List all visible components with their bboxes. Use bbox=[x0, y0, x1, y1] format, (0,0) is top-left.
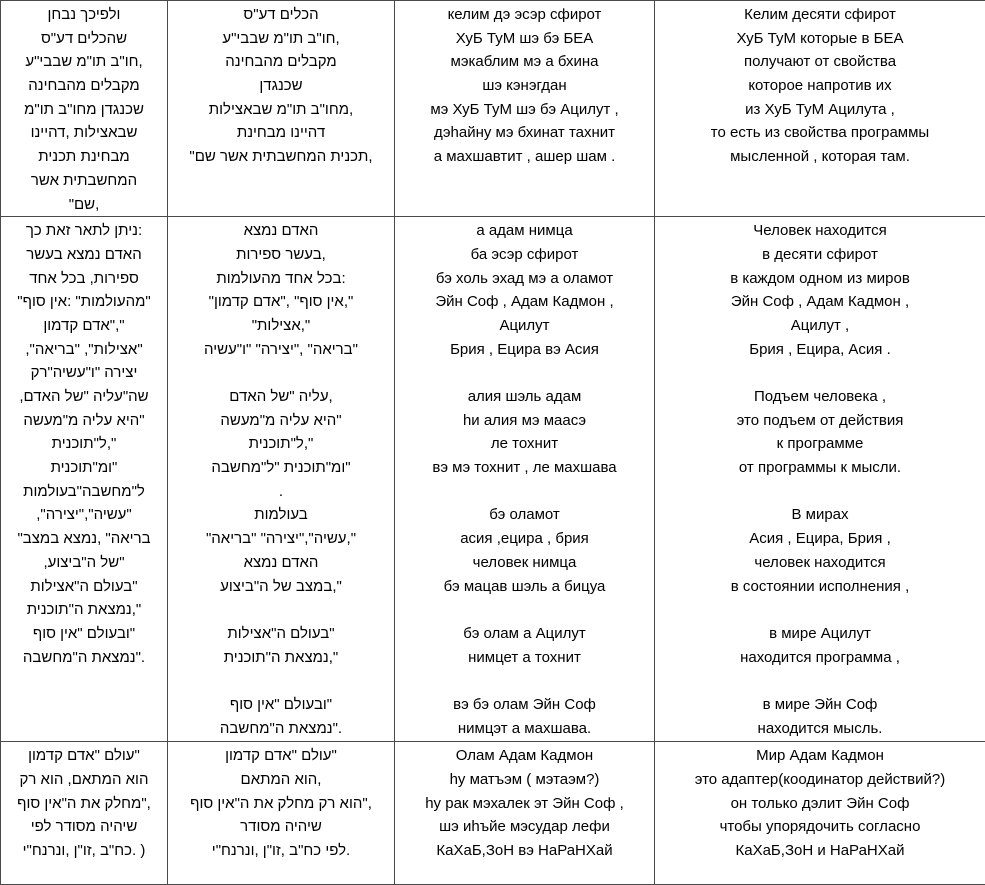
transliteration-cell bbox=[395, 1, 655, 217]
text-line: находится мысль. bbox=[658, 717, 982, 741]
text-line: ,חו"ב תו"מ שבבי"ע bbox=[4, 50, 164, 74]
text-line bbox=[658, 480, 982, 504]
text-line: "ובעולם "אין סוף bbox=[4, 622, 164, 646]
text-line: ,"מחלק את ה"אין סוף bbox=[4, 792, 164, 816]
hebrew-cell-a bbox=[1, 1, 168, 217]
text-line bbox=[658, 598, 982, 622]
text-line: ",עשיה","יצירה" "בריאה" bbox=[171, 527, 391, 551]
text-line: "עולם "אדם קדמון bbox=[4, 744, 164, 768]
text-line: ",ל"תוכנית bbox=[171, 432, 391, 456]
text-line: ,"הוא רק מחלק את ה"אין סוף bbox=[171, 792, 391, 816]
text-line: мэкаблим мэ а бхина bbox=[398, 50, 651, 74]
text-line: в десяти сфирот bbox=[658, 243, 982, 267]
text-line: ",נמצאת ה"תוכנית bbox=[4, 598, 164, 622]
text-line: ","אדם קדמון bbox=[4, 314, 164, 338]
text-line: האדם נמצא bbox=[171, 551, 391, 575]
text-line: а адам нимца bbox=[398, 219, 651, 243]
text-line: Олам Адам Кадмон bbox=[398, 744, 651, 768]
text-line: шэ кэнэгдан bbox=[398, 74, 651, 98]
text-line: hи алия мэ маасэ bbox=[398, 409, 651, 433]
text-line: асия ,ецира , брия bbox=[398, 527, 651, 551]
text-line: ",ל"תוכנית bbox=[4, 432, 164, 456]
hebrew-cell-b bbox=[168, 1, 395, 217]
text-line: то есть из свойства программы bbox=[658, 121, 982, 145]
text-line: шэ иhъйе мэсудар лефи bbox=[398, 815, 651, 839]
text-line: ,בעשר ספירות bbox=[171, 243, 391, 267]
text-line: ба эсэр сфирот bbox=[398, 243, 651, 267]
text-line bbox=[398, 598, 651, 622]
text-line: .לפי כח"ב ,זו"ן ,ונרנח"י bbox=[171, 839, 391, 863]
text-line: Эйн Соф , Адам Кадмон , bbox=[658, 290, 982, 314]
text-line: "מהעולמות" :אין סוף" bbox=[4, 290, 164, 314]
text-line: келим дэ эсэр сфирот bbox=[398, 3, 651, 27]
russian-cell bbox=[655, 742, 985, 885]
text-line: бэ холь эхад мэ а оламот bbox=[398, 267, 651, 291]
text-line: мысленной , которая там. bbox=[658, 145, 982, 169]
text-line: бэ олам а Ацилут bbox=[398, 622, 651, 646]
text-line: "עשיה","יצירה", bbox=[4, 503, 164, 527]
text-line: бэ мацав шэль а бицуа bbox=[398, 575, 651, 599]
text-line: "בעולם ה"אצילות bbox=[171, 622, 391, 646]
text-line: מקבלים מהבחינה bbox=[4, 74, 164, 98]
transliteration-cell bbox=[395, 742, 655, 885]
text-line bbox=[658, 361, 982, 385]
text-line: которое напротив их bbox=[658, 74, 982, 98]
table-row bbox=[1, 742, 985, 885]
text-line bbox=[658, 669, 982, 693]
text-line: ספירות, בכל אחד bbox=[4, 267, 164, 291]
text-line: в состоянии исполнения , bbox=[658, 575, 982, 599]
hebrew-cell-a bbox=[1, 742, 168, 885]
text-line: в каждом одном из миров bbox=[658, 267, 982, 291]
text-line bbox=[398, 361, 651, 385]
text-line: ",אין סוף" ,"אדם קדמון" bbox=[171, 290, 391, 314]
text-line: יצירה "ו"עשיה"רק bbox=[4, 361, 164, 385]
text-line: האדם נמצא בעשר bbox=[4, 243, 164, 267]
text-line: алия шэль адам bbox=[398, 385, 651, 409]
text-line: а махшавтит , ашер шам . bbox=[398, 145, 651, 169]
text-line: в мире Эйн Соф bbox=[658, 693, 982, 717]
text-line: "היא עליה מ"מעשה bbox=[171, 409, 391, 433]
text-line: КаХаБ,ЗоН вэ НаРаНХай bbox=[398, 839, 651, 863]
text-line: Человек находится bbox=[658, 219, 982, 243]
text-line: "של ה"ביצוע, bbox=[4, 551, 164, 575]
text-line: "אצילות", "בריאה", bbox=[4, 338, 164, 362]
table-row bbox=[1, 1, 985, 217]
text-line: Ацилут , bbox=[658, 314, 982, 338]
text-line: "עולם "אדם קדמון bbox=[171, 744, 391, 768]
text-line: находится программа , bbox=[658, 646, 982, 670]
text-line: ."נמצאת ה"מחשבה bbox=[4, 646, 164, 670]
text-line: שיהיה מסודר bbox=[171, 815, 391, 839]
text-line bbox=[171, 598, 391, 622]
text-line: это подъем от действия bbox=[658, 409, 982, 433]
text-line: hу матъэм ( мэтаэм?) bbox=[398, 768, 651, 792]
text-line bbox=[398, 480, 651, 504]
text-line: "ומ"תוכנית "ל"מחשבה bbox=[171, 456, 391, 480]
text-line bbox=[171, 361, 391, 385]
text-line: дэhайну мэ бхинат тахнит bbox=[398, 121, 651, 145]
text-line: ХуБ ТуМ шэ бэ БЕА bbox=[398, 27, 651, 51]
text-line: מבחינת תכנית bbox=[4, 145, 164, 169]
text-line: ",אצילות" bbox=[171, 314, 391, 338]
text-line: בריאה" ,נמצא במצב" bbox=[4, 527, 164, 551]
text-line: бэ оламот bbox=[398, 503, 651, 527]
text-line: המחשבתית אשר bbox=[4, 169, 164, 193]
text-line: ל"מחשבה"בעולמות bbox=[4, 480, 164, 504]
text-line bbox=[171, 669, 391, 693]
russian-cell bbox=[655, 217, 985, 742]
text-line: Келим десяти сфирот bbox=[658, 3, 982, 27]
text-line: הוא המתאם, הוא רק bbox=[4, 768, 164, 792]
text-line: ,חו"ב תו"מ שבבי"ע bbox=[171, 27, 391, 51]
text-line: שכנגדן מחו"ב תו"מ bbox=[4, 98, 164, 122]
text-line: от программы к мысли. bbox=[658, 456, 982, 480]
text-line: ,עליה "של האדם bbox=[171, 385, 391, 409]
text-line: мэ ХуБ ТуМ шэ бэ Ацилут , bbox=[398, 98, 651, 122]
russian-cell bbox=[655, 1, 985, 217]
text-line: Эйн Соф , Адам Кадмон , bbox=[398, 290, 651, 314]
text-line: ולפיכך נבחן bbox=[4, 3, 164, 27]
text-line: получают от свойства bbox=[658, 50, 982, 74]
text-line: מקבלים מהבחינה bbox=[171, 50, 391, 74]
text-line: "היא עליה מ"מעשה bbox=[4, 409, 164, 433]
text-line bbox=[398, 669, 651, 693]
text-line: שיהיה מסודר לפי bbox=[4, 815, 164, 839]
text-line: человек находится bbox=[658, 551, 982, 575]
text-line: он только дэлит Эйн Соф bbox=[658, 792, 982, 816]
text-line: "בעולם ה"אצילות bbox=[4, 575, 164, 599]
text-line: ."נמצאת ה"מחשבה bbox=[171, 717, 391, 741]
hebrew-cell-b bbox=[168, 217, 395, 742]
text-line: . bbox=[171, 480, 391, 504]
text-line: из ХуБ ТуМ Ацилута , bbox=[658, 98, 982, 122]
text-line: вэ бэ олам Эйн Соф bbox=[398, 693, 651, 717]
text-line: האדם נמצא bbox=[171, 219, 391, 243]
text-line: Брия , Ецира, Асия . bbox=[658, 338, 982, 362]
text-line: Мир Адам Кадмон bbox=[658, 744, 982, 768]
text-line: ,הוא המתאם bbox=[171, 768, 391, 792]
text-line: ,מחו"ב תו"מ שבאצילות bbox=[171, 98, 391, 122]
text-line: "ובעולם "אין סוף bbox=[171, 693, 391, 717]
text-line: Ацилут bbox=[398, 314, 651, 338]
text-line: Подъем человека , bbox=[658, 385, 982, 409]
text-line: чтобы упорядочить согласно bbox=[658, 815, 982, 839]
text-line: ,שם" bbox=[4, 193, 164, 217]
hebrew-cell-b bbox=[168, 742, 395, 885]
transliteration-cell bbox=[395, 217, 655, 742]
text-line: Брия , Ецира вэ Асия bbox=[398, 338, 651, 362]
text-line: ( .כח"ב ,זו"ן ,ונרנח"י bbox=[4, 839, 164, 863]
text-line: В мирах bbox=[658, 503, 982, 527]
hebrew-cell-a bbox=[1, 217, 168, 742]
text-line: "ומ"תוכנית bbox=[4, 456, 164, 480]
text-line: вэ мэ тохнит , ле махшава bbox=[398, 456, 651, 480]
text-line: к программе bbox=[658, 432, 982, 456]
text-line: ",נמצאת ה"תוכנית bbox=[171, 646, 391, 670]
text-line: ,תכנית המחשבתית אשר שם" bbox=[171, 145, 391, 169]
text-line: ле тохнит bbox=[398, 432, 651, 456]
text-line: hу рак мэхалек эт Эйн Соф , bbox=[398, 792, 651, 816]
text-line: нимцет а тохнит bbox=[398, 646, 651, 670]
text-line: :בכל אחד מהעולמות bbox=[171, 267, 391, 291]
text-line: שה"עליה "של האדם, bbox=[4, 385, 164, 409]
text-line: ХуБ ТуМ которые в БЕА bbox=[658, 27, 982, 51]
text-line: שבאצילות ,דהיינו bbox=[4, 121, 164, 145]
text-line: нимцэт а махшава. bbox=[398, 717, 651, 741]
text-line: הכלים דע"ס bbox=[171, 3, 391, 27]
text-line: שהכלים דע"ס bbox=[4, 27, 164, 51]
text-line: Асия , Ецира, Брия , bbox=[658, 527, 982, 551]
text-line: ",במצב של ה"ביצוע bbox=[171, 575, 391, 599]
text-line: בעולמות bbox=[171, 503, 391, 527]
text-line: это адаптер(коодинатор действий?) bbox=[658, 768, 982, 792]
text-line: דהיינו מבחינת bbox=[171, 121, 391, 145]
text-line: :ניתן לתאר זאת כך bbox=[4, 219, 164, 243]
text-line: "בריאה" ,"יצירה" "ו"עשיה bbox=[171, 338, 391, 362]
text-line: КаХаБ,ЗоН и НаРаНХай bbox=[658, 839, 982, 863]
text-line: человек нимца bbox=[398, 551, 651, 575]
text-line: в мире Ацилут bbox=[658, 622, 982, 646]
text-line: שכנגדן bbox=[171, 74, 391, 98]
table-row bbox=[1, 217, 985, 742]
